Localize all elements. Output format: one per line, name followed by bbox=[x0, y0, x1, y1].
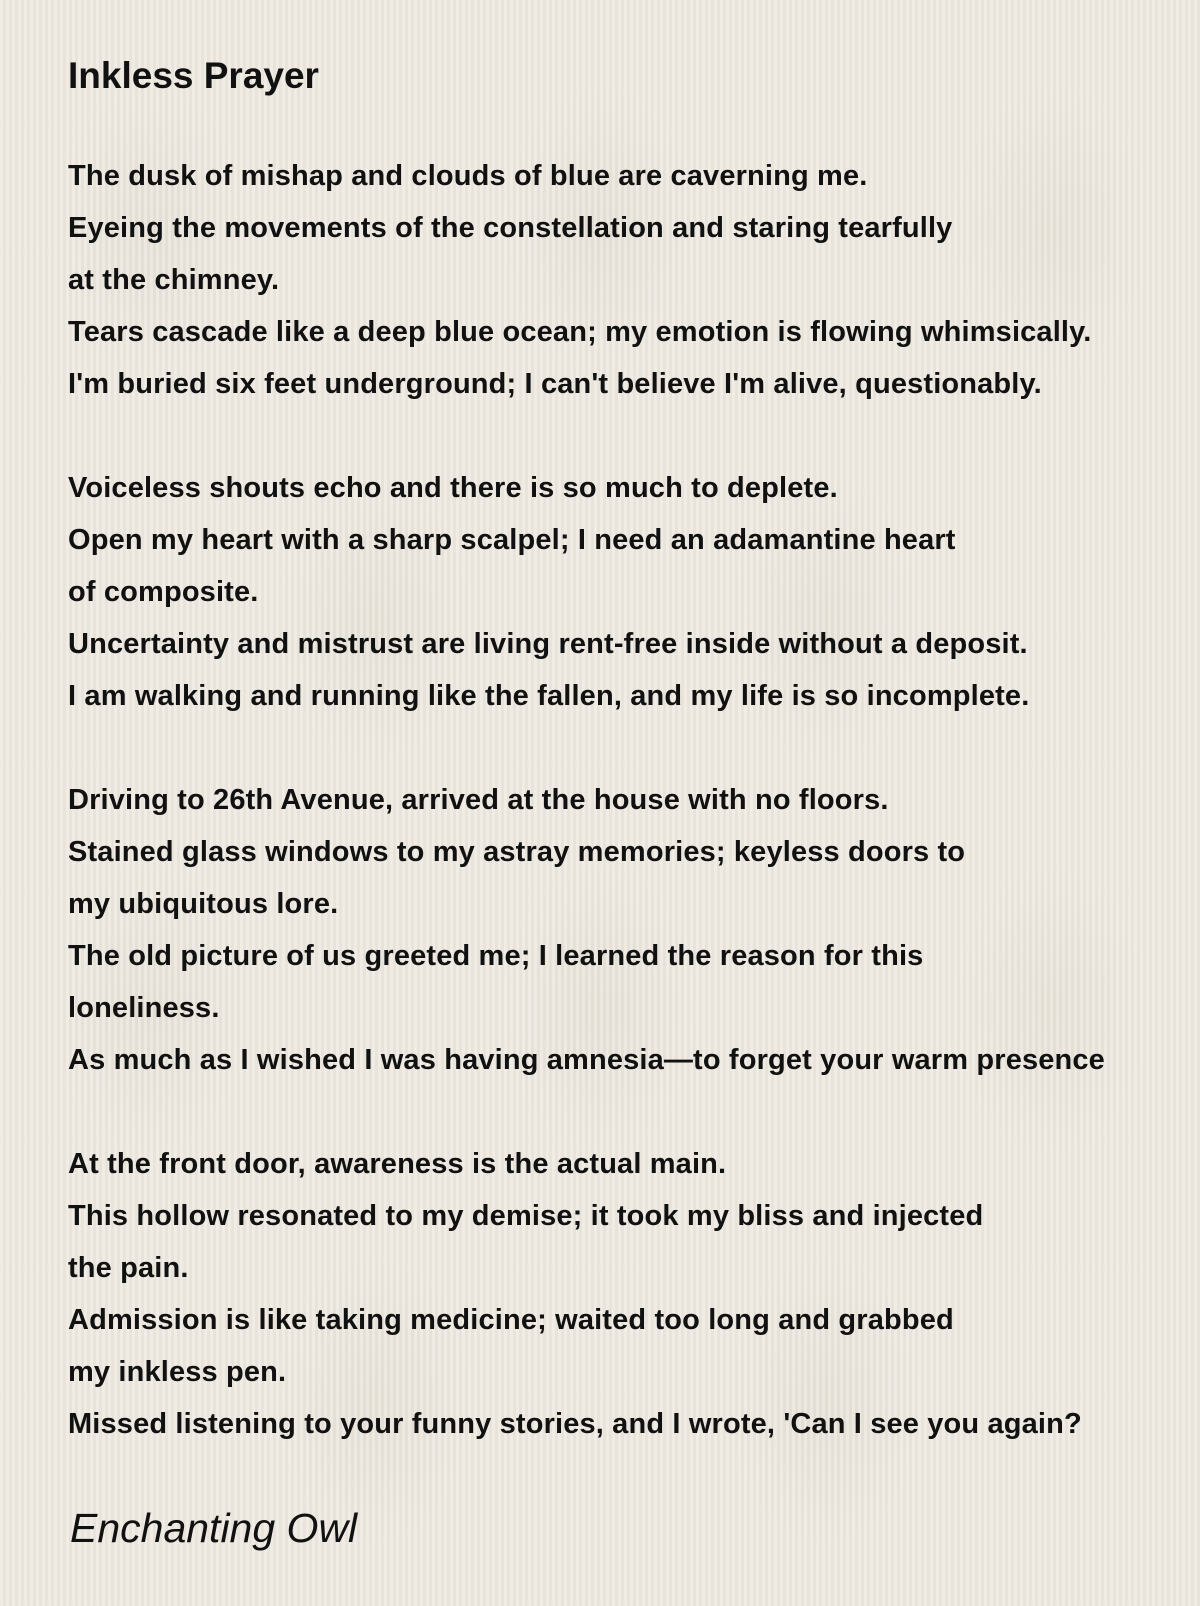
poem-line: The old picture of us greeted me; I learned the reason for this bbox=[68, 940, 924, 972]
poem-title: Inkless Prayer bbox=[68, 55, 319, 96]
author-name: Enchanting Owl bbox=[70, 1505, 358, 1551]
poem-line: the pain. bbox=[68, 1252, 189, 1284]
poem-line: Tears cascade like a deep blue ocean; my emotion is flowing whimsically. bbox=[68, 316, 1092, 348]
poem-line: Voiceless shouts echo and there is so much to deplete. bbox=[68, 472, 838, 504]
poem-line: The dusk of mishap and clouds of blue are caverning me. bbox=[68, 160, 868, 192]
poem-line: Missed listening to your funny stories, and I wrote, 'Can I see you again? bbox=[68, 1408, 1082, 1440]
poem-line: Stained glass windows to my astray memories; keyless doors to bbox=[68, 836, 966, 868]
stanza-3 bbox=[68, 774, 1200, 1086]
poem-line: Uncertainty and mistrust are living rent-free inside without a deposit. bbox=[68, 628, 1028, 660]
poem-line: Driving to 26th Avenue, arrived at the house with no floors. bbox=[68, 784, 889, 816]
poem-line: my ubiquitous lore. bbox=[68, 888, 339, 920]
poem-line: I'm buried six feet underground; I can't believe I'm alive, questionably. bbox=[68, 368, 1042, 400]
stanza-1 bbox=[68, 150, 1200, 410]
stanza-2 bbox=[68, 462, 1200, 722]
poem-line: Eyeing the movements of the constellation and staring tearfully bbox=[68, 212, 953, 244]
poem-line: loneliness. bbox=[68, 992, 220, 1024]
stanza-4 bbox=[68, 1138, 1200, 1450]
poem-line: At the front door, awareness is the actual main. bbox=[68, 1148, 727, 1180]
poem-line: I am walking and running like the fallen, and my life is so incomplete. bbox=[68, 680, 1030, 712]
poem-line: As much as I wished I was having amnesia—to forget your warm presence bbox=[68, 1044, 1105, 1076]
poem-line: at the chimney. bbox=[68, 264, 280, 296]
poem-line: This hollow resonated to my demise; it took my bliss and injected bbox=[68, 1200, 984, 1232]
poem-line: Open my heart with a sharp scalpel; I need an adamantine heart bbox=[68, 524, 956, 556]
poem-line: my inkless pen. bbox=[68, 1356, 287, 1388]
poem-line: of composite. bbox=[68, 576, 259, 608]
poem-line: Admission is like taking medicine; waited too long and grabbed bbox=[68, 1304, 954, 1336]
